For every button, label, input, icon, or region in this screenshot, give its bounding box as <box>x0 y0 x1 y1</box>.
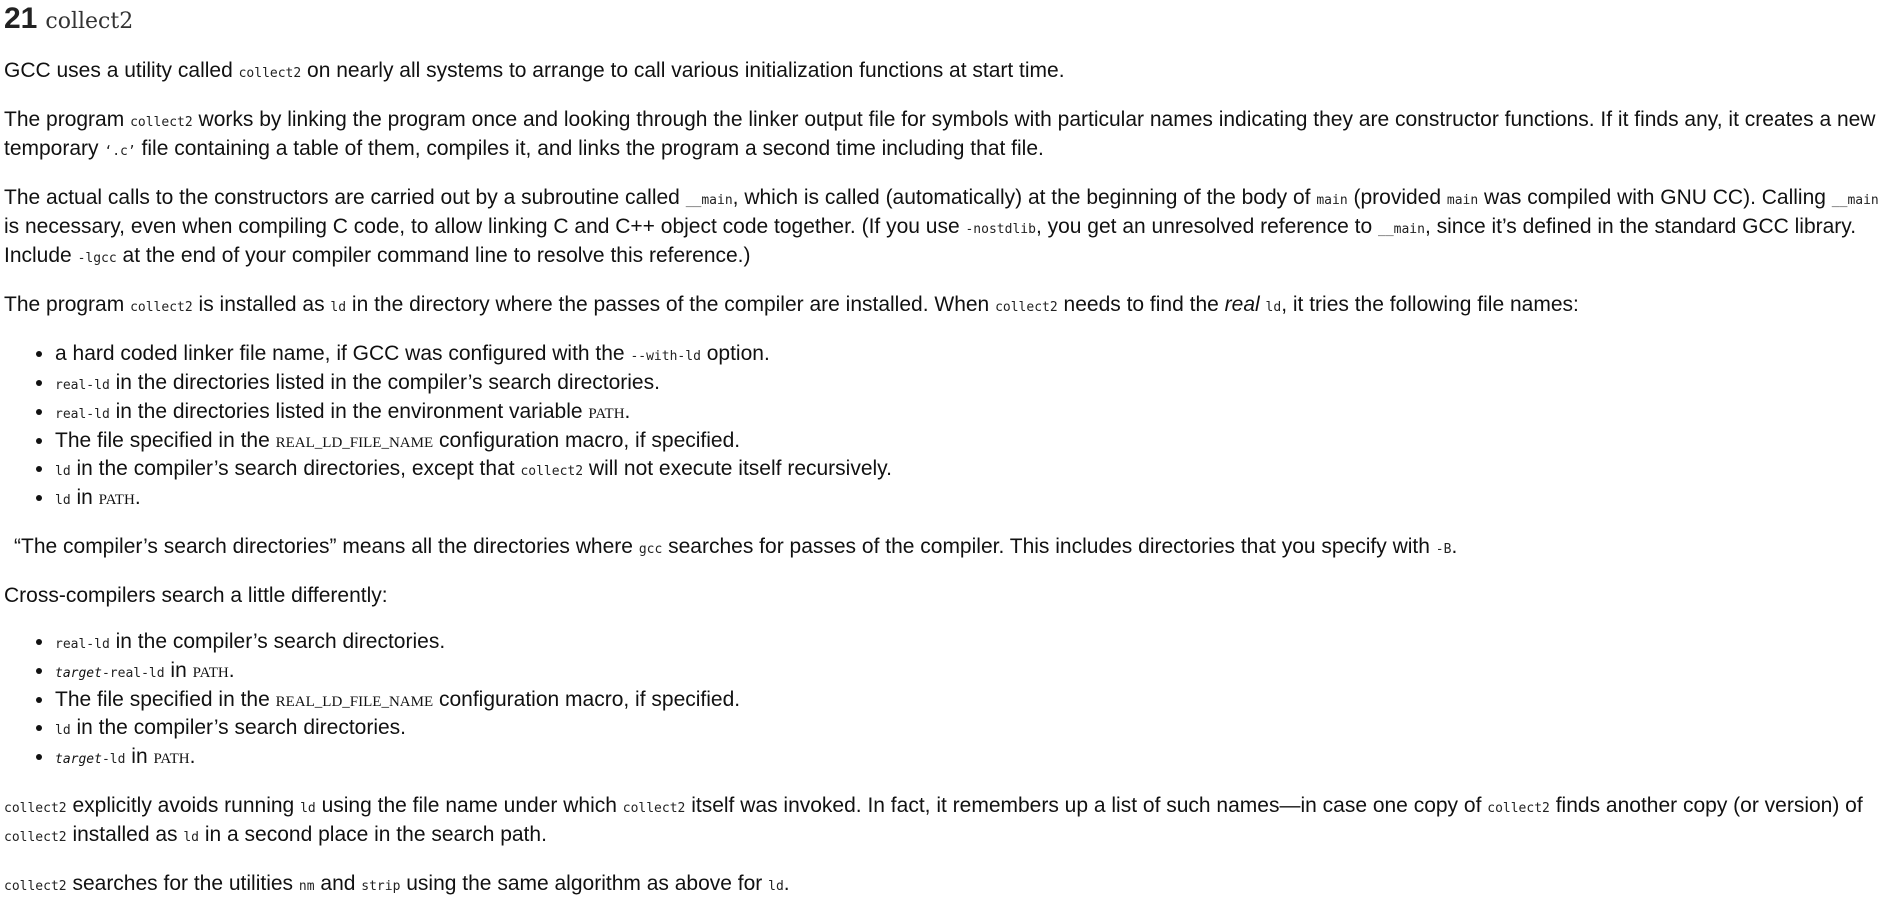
env-path: PATH <box>192 665 229 681</box>
code-collect2: collect2 <box>130 300 193 315</box>
text: The file specified in the <box>55 429 276 452</box>
text: using the file name under which <box>315 794 623 817</box>
code-ld: ld <box>330 300 347 315</box>
env-path: PATH <box>98 492 135 508</box>
text: “The compiler’s search directories” means all the directories where <box>14 535 639 558</box>
code-ld: ld <box>55 493 71 508</box>
text: installed as <box>66 823 184 846</box>
code-collect2: collect2 <box>520 464 584 479</box>
code-real-ld: real-ld <box>55 407 110 422</box>
code-with-ld: --with-ld <box>630 349 701 364</box>
text: on nearly all systems to arrange to call various initialization functions at start time. <box>301 59 1065 82</box>
text: Cross-compilers search a little differently: <box>4 584 388 607</box>
code-main-sub: __main <box>1831 193 1879 208</box>
list-item <box>55 629 1881 658</box>
code-main-sub: __main <box>685 193 733 208</box>
list-item <box>55 399 1881 428</box>
paragraph-linking <box>4 107 1881 165</box>
code-ld: ld <box>768 879 784 894</box>
macro-name: REAL_LD_FILE_NAME <box>275 435 434 451</box>
text: The program <box>4 108 131 131</box>
text: , it tries the following file names: <box>1281 293 1579 316</box>
code-real-ld: real-ld <box>55 637 110 652</box>
text: The actual calls to the constructors are carried out by a subroutine called <box>4 186 686 209</box>
text: in <box>70 486 99 509</box>
code-ld: ld <box>55 464 71 479</box>
code-ld: ld <box>1265 300 1282 315</box>
text: explicitly avoids running <box>66 794 301 817</box>
section-title: collect2 <box>45 9 134 34</box>
text: a hard coded linker file name, if GCC was configured with the <box>55 342 631 365</box>
code-collect2: collect2 <box>130 115 193 130</box>
code-collect2: collect2 <box>4 801 67 816</box>
text: in a second place in the search path. <box>199 823 547 846</box>
paragraph-intro <box>4 58 1881 87</box>
text: The program <box>4 293 131 316</box>
code-ld: ld <box>55 723 71 738</box>
code-collect2: collect2 <box>4 879 67 894</box>
env-path: PATH <box>153 751 190 767</box>
text: option. <box>700 342 770 365</box>
text: is installed as <box>192 293 331 316</box>
code-collect2: collect2 <box>4 830 67 845</box>
text: using the same algorithm as above for <box>400 872 769 895</box>
code-lgcc: -lgcc <box>77 251 117 266</box>
paragraph-constructors <box>4 185 1881 272</box>
list-item <box>55 341 1881 370</box>
list-item <box>55 715 1881 744</box>
text: searches for the utilities <box>66 872 299 895</box>
text: will not execute itself recursively. <box>583 457 892 480</box>
text: GCC uses a utility called <box>4 59 239 82</box>
text: at the end of your compiler command line to resolve this reference.) <box>116 244 751 267</box>
code-strip: strip <box>361 879 401 894</box>
text: configuration macro, if specified. <box>433 688 741 711</box>
text: itself was invoked. In fact, it remembers up a list of such names—in case one copy of <box>685 794 1488 817</box>
native-search-list <box>4 341 1881 514</box>
text: in the compiler’s search directories. <box>109 630 446 653</box>
text: . <box>1451 535 1458 558</box>
macro-name: REAL_LD_FILE_NAME <box>275 694 434 710</box>
text: needs to find the <box>1057 293 1225 316</box>
text: and <box>314 872 362 895</box>
code-real-ld: -real-ld <box>101 666 165 681</box>
emphasis-real: real <box>1224 293 1260 316</box>
list-item <box>55 687 1881 715</box>
section-number: 21 <box>4 2 38 35</box>
text: , which is called (automatically) at the beginning of the body of <box>732 186 1317 209</box>
text: in the directory where the passes of the compiler are installed. When <box>346 293 996 316</box>
paragraph-utilities <box>4 871 1881 900</box>
code-ld: ld <box>300 801 316 816</box>
text: searches for passes of the compiler. This includes directories that you specify with <box>662 535 1436 558</box>
text: , you get an unresolved reference to <box>1035 215 1378 238</box>
text: in the directories listed in the compiler’s search directories. <box>109 371 660 394</box>
code-real-ld: real-ld <box>55 378 110 393</box>
list-item <box>55 658 1881 687</box>
cross-search-list <box>4 629 1881 773</box>
text: in <box>164 659 193 682</box>
code-ld: ld <box>183 830 200 845</box>
list-item <box>55 485 1881 514</box>
code-main-sub: __main <box>1378 222 1425 237</box>
text: in the compiler’s search directories, except that <box>70 457 521 480</box>
code-collect2: collect2 <box>1487 801 1550 816</box>
text: in <box>125 745 154 768</box>
text: . <box>783 872 790 895</box>
text: was compiled with GNU CC). Calling <box>1478 186 1832 209</box>
text: . <box>624 400 631 423</box>
code-collect2: collect2 <box>622 801 686 816</box>
env-path: PATH <box>588 406 625 422</box>
code-gcc: gcc <box>638 542 663 557</box>
code-nm: nm <box>298 879 315 894</box>
section-heading <box>4 0 1881 38</box>
paragraph-avoid-recursion <box>4 793 1881 851</box>
var-target: target <box>55 666 102 681</box>
text: in the directories listed in the environment variable <box>109 400 589 423</box>
code-file-ext: ‘.c’ <box>104 144 136 159</box>
text: finds another copy (or version) of <box>1549 794 1863 817</box>
code-collect2: collect2 <box>995 300 1058 315</box>
text: . <box>134 486 141 509</box>
text: . <box>189 745 196 768</box>
var-target: target <box>55 752 102 767</box>
text: is necessary, even when compiling C code, to allow linking C and C++ object code together. (If you use <box>4 215 966 238</box>
text: . <box>228 659 235 682</box>
paragraph-install <box>4 292 1881 321</box>
code-main: main <box>1316 193 1348 208</box>
text: works by linking the program once and looking through the linker output file for symbols with particular names indicating they are constructor functions. If it finds any, it creates a new temporary <box>4 108 1876 160</box>
code-collect2: collect2 <box>238 66 302 81</box>
paragraph-search-dirs <box>4 534 1881 563</box>
text: , since it’s defined in the standard GCC library. Include <box>4 215 1857 267</box>
paragraph-cross <box>4 583 1881 609</box>
list-item <box>55 428 1881 456</box>
text: (provided <box>1347 186 1447 209</box>
code-b-option: -B <box>1435 542 1452 557</box>
list-item <box>55 370 1881 399</box>
list-item <box>55 456 1881 485</box>
text: The file specified in the <box>55 688 276 711</box>
text: configuration macro, if specified. <box>433 429 741 452</box>
code-nostdlib: -nostdlib <box>965 222 1036 237</box>
code-ld: -ld <box>101 752 126 767</box>
text: in the compiler’s search directories. <box>70 716 407 739</box>
code-main: main <box>1446 193 1479 208</box>
list-item <box>55 744 1881 773</box>
text: file containing a table of them, compiles it, and links the program a second time including that file. <box>135 137 1044 160</box>
